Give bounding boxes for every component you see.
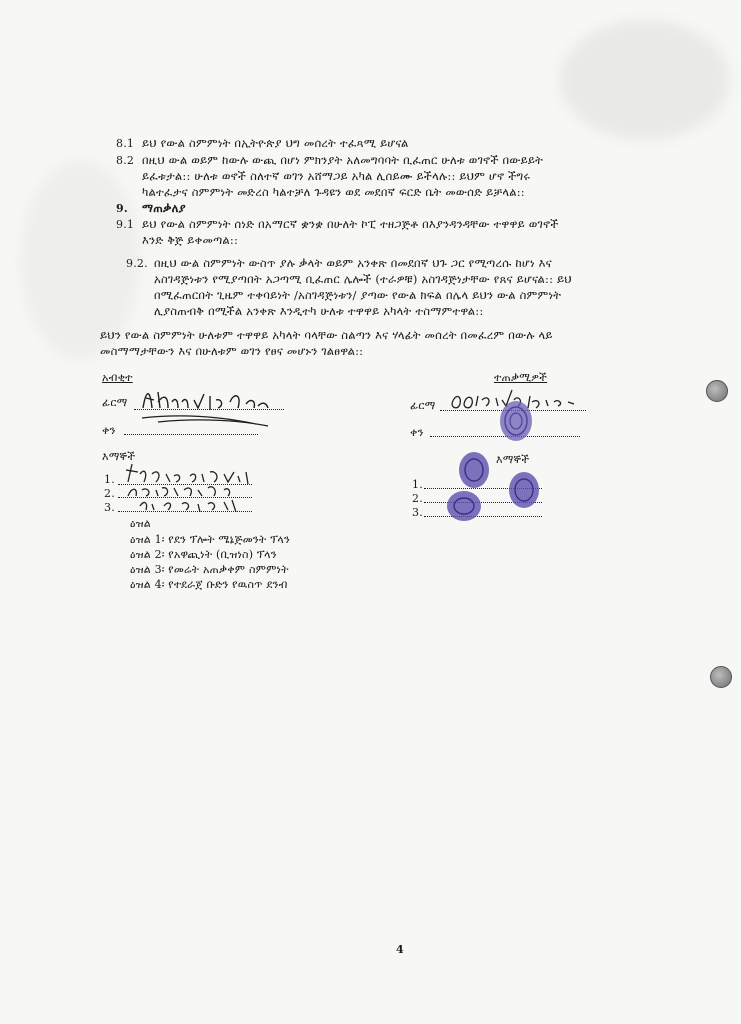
section-number: 8.2 [116, 154, 135, 167]
closing-text: መስማማታቸውን እና በሁለቱም ወገን የፀና መሆኑን ገልፀዋል:: [100, 344, 364, 358]
witness-number: 1. [412, 478, 423, 491]
section-number: 8.1 [116, 137, 135, 150]
section-text: ይህ የውል ስምምነት ሰነድ በአማርኛ ቋንቋ በሁለት ኮፒ ተዘጋጅቶ በእያንዳንዳቸው ተዋዋይ ወገኖች [142, 217, 559, 231]
punch-hole [710, 666, 732, 688]
section-text: በዚህ ውል ስምምነት ውስጥ ያሉ ቃላት ወይም አንቀጽ በመደበኛ ህጉ ጋር የሚጣረሱ ከሆነ እና [154, 256, 552, 270]
section-text: እንድ ቅጅ ይቀመጣል:: [142, 233, 239, 247]
right-witnesses-label: እማኞች [496, 453, 530, 466]
closing-text: ይህን የውል ስምምነት ሁለቱም ተዋዋይ አካላት ባላቸው ስልጣን እና ሃላፊት መሰረት በመፈረም በውሉ ላይ [100, 328, 553, 342]
paper-smudge [560, 20, 730, 140]
section-heading: ማጠቃለያ [142, 201, 186, 215]
section-9-2 [126, 256, 552, 271]
section-text: አስገዳጅነቱን የሚያጣበት አጋጣሚ ቢፈጠር ሌሎች (ተራዎቹ) አስገዳጅነታቸው የጸና ይሆናል:: ይህ [154, 272, 572, 286]
section-8-1 [116, 136, 408, 151]
attachment-item: ዕዝል 4፡ የተደራጀ ቡድን የዉስጥ ደንብ [130, 578, 288, 591]
page-number: 4 [396, 943, 404, 956]
witness-number: 2. [104, 487, 115, 500]
left-date-label: ቀን [102, 424, 116, 437]
section-number: 9.2. [126, 257, 148, 270]
section-text: በዚህ ውል ወይም ከውሉ ውጪ በሆነ ምክንያት አለመግባባት ቢፈጠር ሁለቱ ወገኖች በውይይት [142, 153, 544, 167]
right-party-title: ተጠቃሚዎች [494, 371, 548, 384]
left-witness-signatures [118, 458, 268, 520]
attachment-item: ዕዝል 3፡ የመሬት አጠቃቀም ስምምነት [130, 563, 289, 576]
attachment-item: ዕዝል 1፡ የደን ፕሎት ሜኔጅመንት ፕላን [130, 533, 290, 546]
section-text: በሚፈጠርበት ጊዜም ተቀባይነት /አስገዳጅነቱን/ ያጣው የውል ክፍል በሌላ ይህን ውል ስምምነት [154, 288, 562, 302]
left-party-title: አብቂተ [102, 371, 133, 384]
right-signature-label: ፊርማ [410, 399, 436, 412]
section-text: ይፈቱታል:: ሁለቱ ወኖች ስለተኛ ወገን አሸማጋይ አካል ሊሰይሙ ይችላሉ:: ይህም ሆኖ ችግሩ [142, 169, 531, 183]
left-date-line [124, 434, 258, 435]
left-witnesses-label: እማኞች [102, 450, 136, 463]
section-number: 9. [116, 202, 128, 215]
section-8-2 [116, 153, 543, 168]
section-text: ሊያስጠብቅ በሚችል አንቀጽ እንዲተካ ሁለቱ ተዋዋይ አካላት ተስማምተዋል:: [154, 304, 484, 318]
right-date-label: ቀን [410, 426, 424, 439]
witness-number: 3. [104, 501, 115, 514]
section-number: 9.1 [116, 218, 135, 231]
witness-number: 2. [412, 492, 423, 505]
attachment-item: ዕዝል 2፡ የአዋጪነት (ቢዝነስ) ፕላን [130, 548, 277, 561]
witness-number: 3. [412, 506, 423, 519]
witness-number: 1. [104, 473, 115, 486]
punch-hole [706, 380, 728, 402]
left-signature [138, 380, 288, 428]
section-text: ካልተፈታና ስምምነት መድረስ ካልተቻለ ጉዳዩን ወደ መደበኛ ፍርድ ቤት መውሰድ ይቻላል:: [142, 185, 525, 199]
section-9-1 [116, 217, 559, 232]
section-9-heading [116, 201, 186, 216]
fingerprint-stamp [496, 398, 536, 444]
section-text: ይህ የውል ስምምነት በኢትዮጵያ ህግ መሰረት ተፈጻሚ ይሆናል [142, 136, 409, 150]
witness-fingerprints [444, 450, 548, 526]
attachments-title: ዕዝል [130, 517, 151, 530]
left-signature-label: ፊርማ [102, 396, 128, 409]
